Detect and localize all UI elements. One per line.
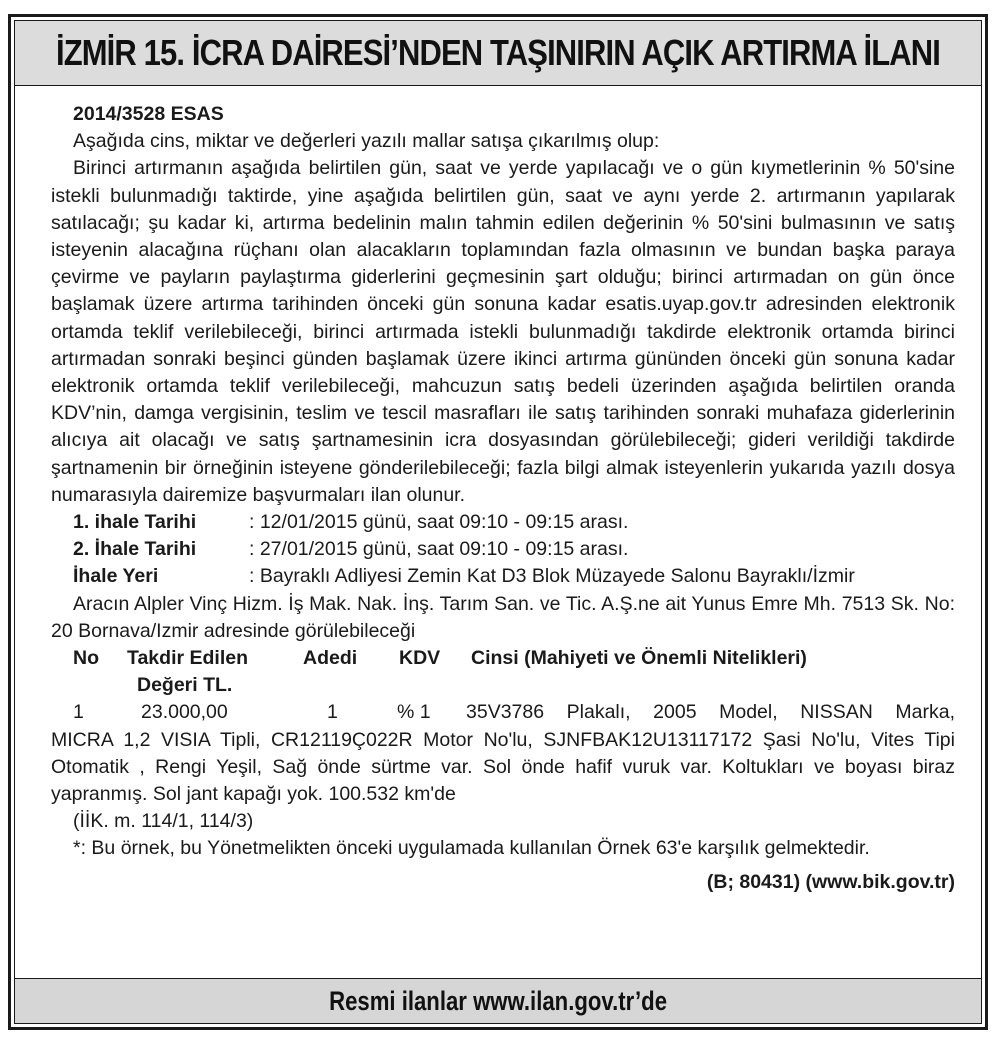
table-header [51, 645, 955, 672]
notice-body [51, 101, 955, 896]
row-value: 23.000,00 [141, 701, 228, 724]
schedule-row-1 [51, 509, 955, 536]
schedule-label: İhale Yeri [73, 565, 159, 588]
schedule-row-2 [51, 536, 955, 563]
header-kdv: KDV [399, 647, 441, 670]
notice-frame [8, 14, 988, 1030]
schedule-label: 1. ihale Tarihi [73, 511, 197, 534]
row-no: 1 [73, 701, 84, 724]
notice-inner-border [14, 20, 982, 1024]
row-kdv: % 1 [397, 701, 431, 724]
row-qty: 1 [327, 701, 338, 724]
notice-title: İZMİR 15. İCRA DAİRESİ’NDEN TAŞINIRIN AÇIK ARTIRMA İLANI [55, 32, 941, 73]
header-qty: Adedi [303, 647, 358, 670]
schedule-value: : 12/01/2015 günü, saat 09:10 - 09:15 arası. [249, 511, 629, 534]
location-note: Aracın Alpler Vinç Hizm. İş Mak. Nak. İnş. Tarım San. ve Tic. A.Ş.ne ait Yunus Emre Mh. 7513 Sk. No: 20 Bornava/Izmir adresinde görülebileceği [51, 592, 955, 642]
terms-paragraph: Birinci artırmanın aşağıda belirtilen gün, saat ve yerde yapılacağı ve o gün kıymetlerinin % 50'sine istekli bulunmadığı taktirde, yine aşağıda belirtilen gün, saat ve aynı yerde 2. artırmanın yapılarak satılacağı; şu kadar ki, artırma bedelinin malın tahmin edilen değerinin % 50'sini bulmasının ve satış isteyenin alacağına rüçhanı olan alacakların toplamından fazla olmasının ve bundan başka paraya çevirme ve payların paylaştırma giderlerini geçmesinin şart olduğu; birinci artırmadan on gün önce başlamak üzere artırma tarihinden önceki gün sonuna kadar esatis.uyap.gov.tr adresinden elektronik ortamda teklif verilebileceği, birinci artırmada istekli bulunmadığı takdirde elektronik ortamda birinci artırmadan sonraki beşinci günden başlamak üzere ikinci artırma gününden önceki gün sonuna kadar elektronik ortamda teklif verilebileceği, mahcuzun satış bedeli üzerinden aşağıda belirtilen oranda KDV’nin, damga vergisinin, teslim ve tescil masrafları ile satış tarihinden sonraki muhafaza giderlerinin alıcıya ait olacağı ve satış şartnamesinin icra dosyasından görülebileceği; gideri verildiği takdirde şartnamenin bir örneğinin isteyene gönderilebileceği; fazla bilgi almak isteyenlerin yukarıda yazılı dosya numarasıyla dairemize başvurmaları ilan olunur. [51, 157, 955, 506]
schedule-label: 2. İhale Tarihi [73, 538, 197, 561]
schedule-row-3 [51, 563, 955, 590]
row-desc-first: 35V3786 Plakalı, 2005 Model, NISSAN Marka, [466, 701, 955, 724]
header-value: Takdir Edilen [127, 647, 248, 670]
footer-band [15, 978, 981, 1023]
law-reference: (İİK. m. 114/1, 114/3) [73, 810, 254, 833]
intro-text: Aşağıda cins, miktar ve değerleri yazılı mallar satışa çıkarılmış olup: [73, 130, 660, 153]
schedule-value: : 27/01/2015 günü, saat 09:10 - 09:15 arası. [249, 538, 629, 561]
reference-code: (B; 80431) (www.bik.gov.tr) [706, 870, 955, 893]
row-desc-rest: MICRA 1,2 VISIA Tipli, CR12119Ç022R Motor No'lu, SJNFBAK12U13117172 Şasi No'lu, Vites Tipi Otomatik , Rengi Yeşil, Sağ önde sürtme var. Sol önde hafif vuruk var. Koltukları ve boyası biraz yapranmış. Sol jant kapağı yok. 100.532 km'de [51, 728, 955, 806]
header-desc: Cinsi (Mahiyeti ve Önemli Nitelikleri) [471, 647, 807, 670]
title-band [15, 21, 981, 86]
table-row [51, 699, 955, 726]
case-number: 2014/3528 ESAS [73, 103, 224, 125]
footer-text: Resmi ilanlar www.ilan.gov.tr’de [329, 985, 667, 1016]
header-no: No [73, 647, 99, 670]
header-value-sub: Değeri TL. [137, 674, 233, 697]
schedule-value: : Bayraklı Adliyesi Zemin Kat D3 Blok Müzayede Salonu Bayraklı/İzmir [249, 565, 855, 588]
footnote: *: Bu örnek, bu Yönetmelikten önceki uygulamada kullanılan Örnek 63'e karşılık gelmektedir. [73, 837, 870, 860]
